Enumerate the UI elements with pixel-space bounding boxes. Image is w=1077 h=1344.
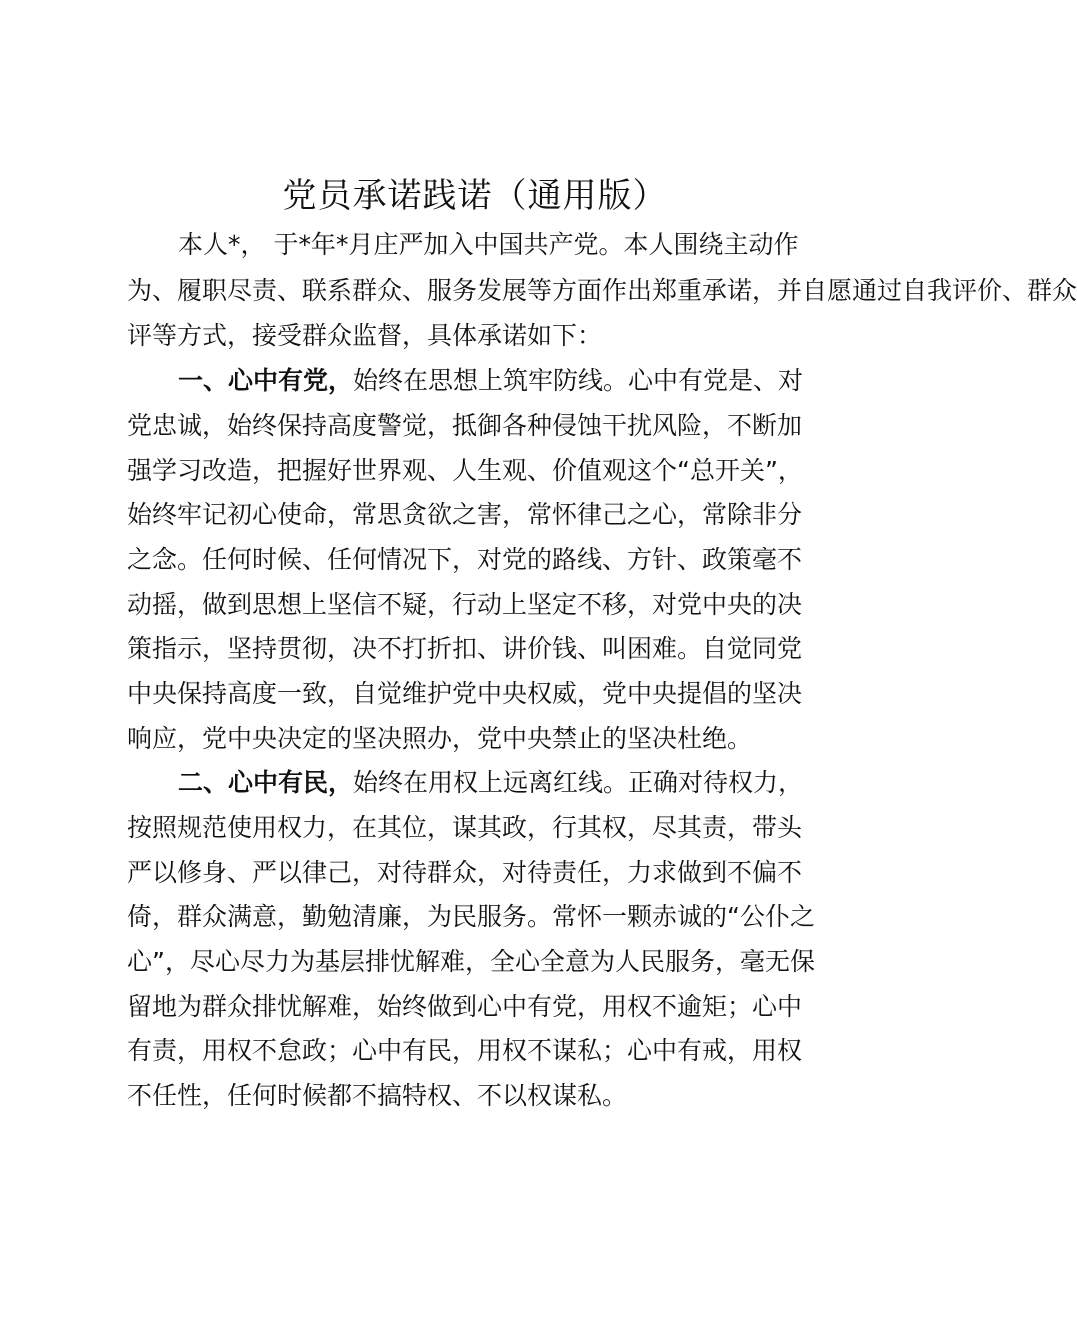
section1-line-5: 之念。任何时候、任何情况下，对党的路线、方针、政策毫不 (127, 545, 803, 574)
section2-line-4: 倚，群众满意，勤勉清廉，为民服务。常怀一颗赤诚的“公仆之 (127, 902, 815, 931)
section1-line-3: 强学习改造，把握好世界观、人生观、价值观这个“总开关”， (127, 456, 803, 485)
section1-line-2: 党忠诚，始终保持高度警觉，抵御各种侵蚀干扰风险，不断加 (127, 411, 803, 440)
section2-line-3: 严以修身、严以律己，对待群众，对待责任，力求做到不偏不 (127, 858, 803, 887)
section2-line-8: 不任性，任何时候都不搞特权、不以权谋私。 (127, 1081, 628, 1110)
section1-first-line (178, 364, 803, 398)
section2-first-line (178, 766, 803, 800)
section2-line-6: 留地为群众排忧解难，始终做到心中有党，用权不逾矩；心中 (127, 992, 803, 1021)
section2-line-1: 始终在用权上远离红线。正确对待权力， (353, 768, 804, 797)
intro-line-3: 评等方式，接受群众监督，具体承诺如下： (127, 321, 603, 350)
intro-line-1: 本人*， 于*年*月庄严加入中国共产党。本人围绕主动作 (178, 230, 799, 259)
section2-line-2: 按照规范使用权力，在其位，谋其政，行其权，尽其责，带头 (127, 813, 803, 842)
section1-line-4: 始终牢记初心使命，常思贪欲之害，常怀律己之心，常除非分 (127, 500, 803, 529)
section2-heading: 二、心中有民， (178, 768, 354, 797)
section2-line-5: 心”，尽心尽力为基层排忧解难，全心全意为人民服务，毫无保 (127, 947, 815, 976)
section1-line-9: 响应，党中央决定的坚决照办，党中央禁止的坚决杜绝。 (127, 724, 753, 753)
section1-line-7: 策指示，坚持贯彻，决不打折扣、讲价钱、叫困难。自觉同党 (127, 634, 803, 663)
section1-line-1: 始终在思想上筑牢防线。心中有党是、对 (353, 366, 804, 395)
section1-line-8: 中央保持高度一致，自觉维护党中央权威，党中央提倡的坚决 (127, 679, 803, 708)
section1-line-6: 动摇，做到思想上坚信不疑，行动上坚定不移，对党中央的决 (127, 590, 803, 619)
section1-heading: 一、心中有党， (178, 366, 354, 395)
intro-line-2: 为、履职尽责、联系群众、服务发展等方面作出郑重承诺，并自愿通过自我评价、群众 (127, 276, 1077, 305)
document-title: 党员承诺践诺（通用版） (282, 176, 668, 216)
section2-line-7: 有责，用权不怠政；心中有民，用权不谋私；心中有戒，用权 (127, 1036, 803, 1065)
